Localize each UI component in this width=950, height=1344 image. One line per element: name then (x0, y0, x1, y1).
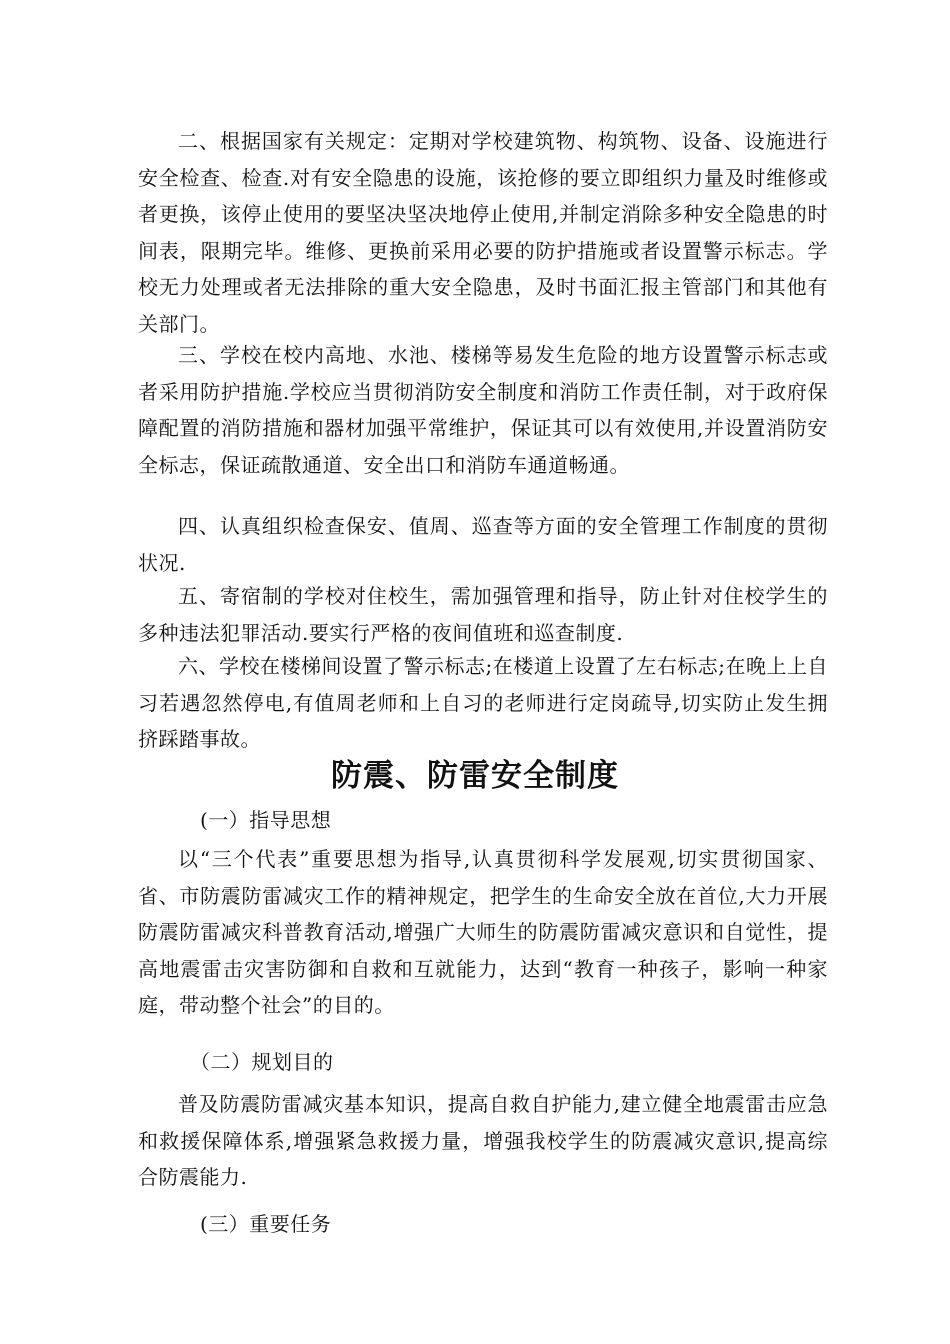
paragraph-item-4: 四、认真组织检查保安、值周、巡查等方面的安全管理工作制度的贯彻状况. (138, 514, 828, 575)
paragraph-item-3: 三、学校在校内高地、水池、楼梯等易发生危险的地方设置警示标志或者采用防护措施.学校应当贯彻消防安全制度和消防工作责任制，对于政府保障配置的消防措施和器材加强平常维护，保证其可以有效使用,并设置消防安全标志，保证疏散通道、安全出口和消防车通道畅通。 (138, 343, 828, 477)
paragraph-item-2: 二、根据国家有关规定：定期对学校建筑物、构筑物、设备、设施进行安全检查、检查.对有安全隐患的设施，该抢修的要立即组织力量及时维修或者更换，该停止使用的要坚决坚决地停止使用,并制定消除多种安全隐患的时间表，限期完毕。维修、更换前采用必要的防护措施或者设置警示标志。学校无力处理或者无法排除的重大安全隐患，及时书面汇报主管部门和其他有关部门。 (138, 129, 828, 336)
paragraph-guiding-ideology: 以“三个代表”重要思想为指导,认真贯彻科学发展观,切实贯彻国家、省、市防震防雷减灾工作的精神规定，把学生的生命安全放在首位,大力开展防震防雷减灾科普教育活动,增强广大师生的防震防雷减灾意识和自觉性，提高地震雷击灾害防御和自救和互就能力，达到“教育一种孩子，影响一种家庭，带动整个社会”的目的。 (138, 847, 828, 1017)
paragraph-item-5: 五、寄宿制的学校对住校生，需加强管理和指导，防止针对住校学生的多种违法犯罪活动.要实行严格的夜间值班和巡查制度. (138, 584, 828, 645)
subsection-heading-guiding-ideology: (一）指导思想 (200, 808, 332, 832)
paragraph-planning-goals: 普及防震防雷减灾基本知识，提高自救自护能力,建立健全地震雷击应急和救援保障体系,增强紧急救援力量，增强我校学生的防震减灾意识,提高综合防震能力. (138, 1092, 828, 1189)
subsection-heading-key-tasks: (三）重要任务 (200, 1212, 332, 1236)
section-title: 防震、防雷安全制度 (331, 758, 619, 794)
paragraph-item-6: 六、学校在楼梯间设置了警示标志;在楼道上设置了左右标志;在晚上上自习若遇忽然停电,有值周老师和上自习的老师进行定岗疏导,切实防止发生拥挤踩踏事故。 (138, 654, 828, 751)
subsection-heading-planning-goals: （二）规划目的 (190, 1050, 334, 1074)
